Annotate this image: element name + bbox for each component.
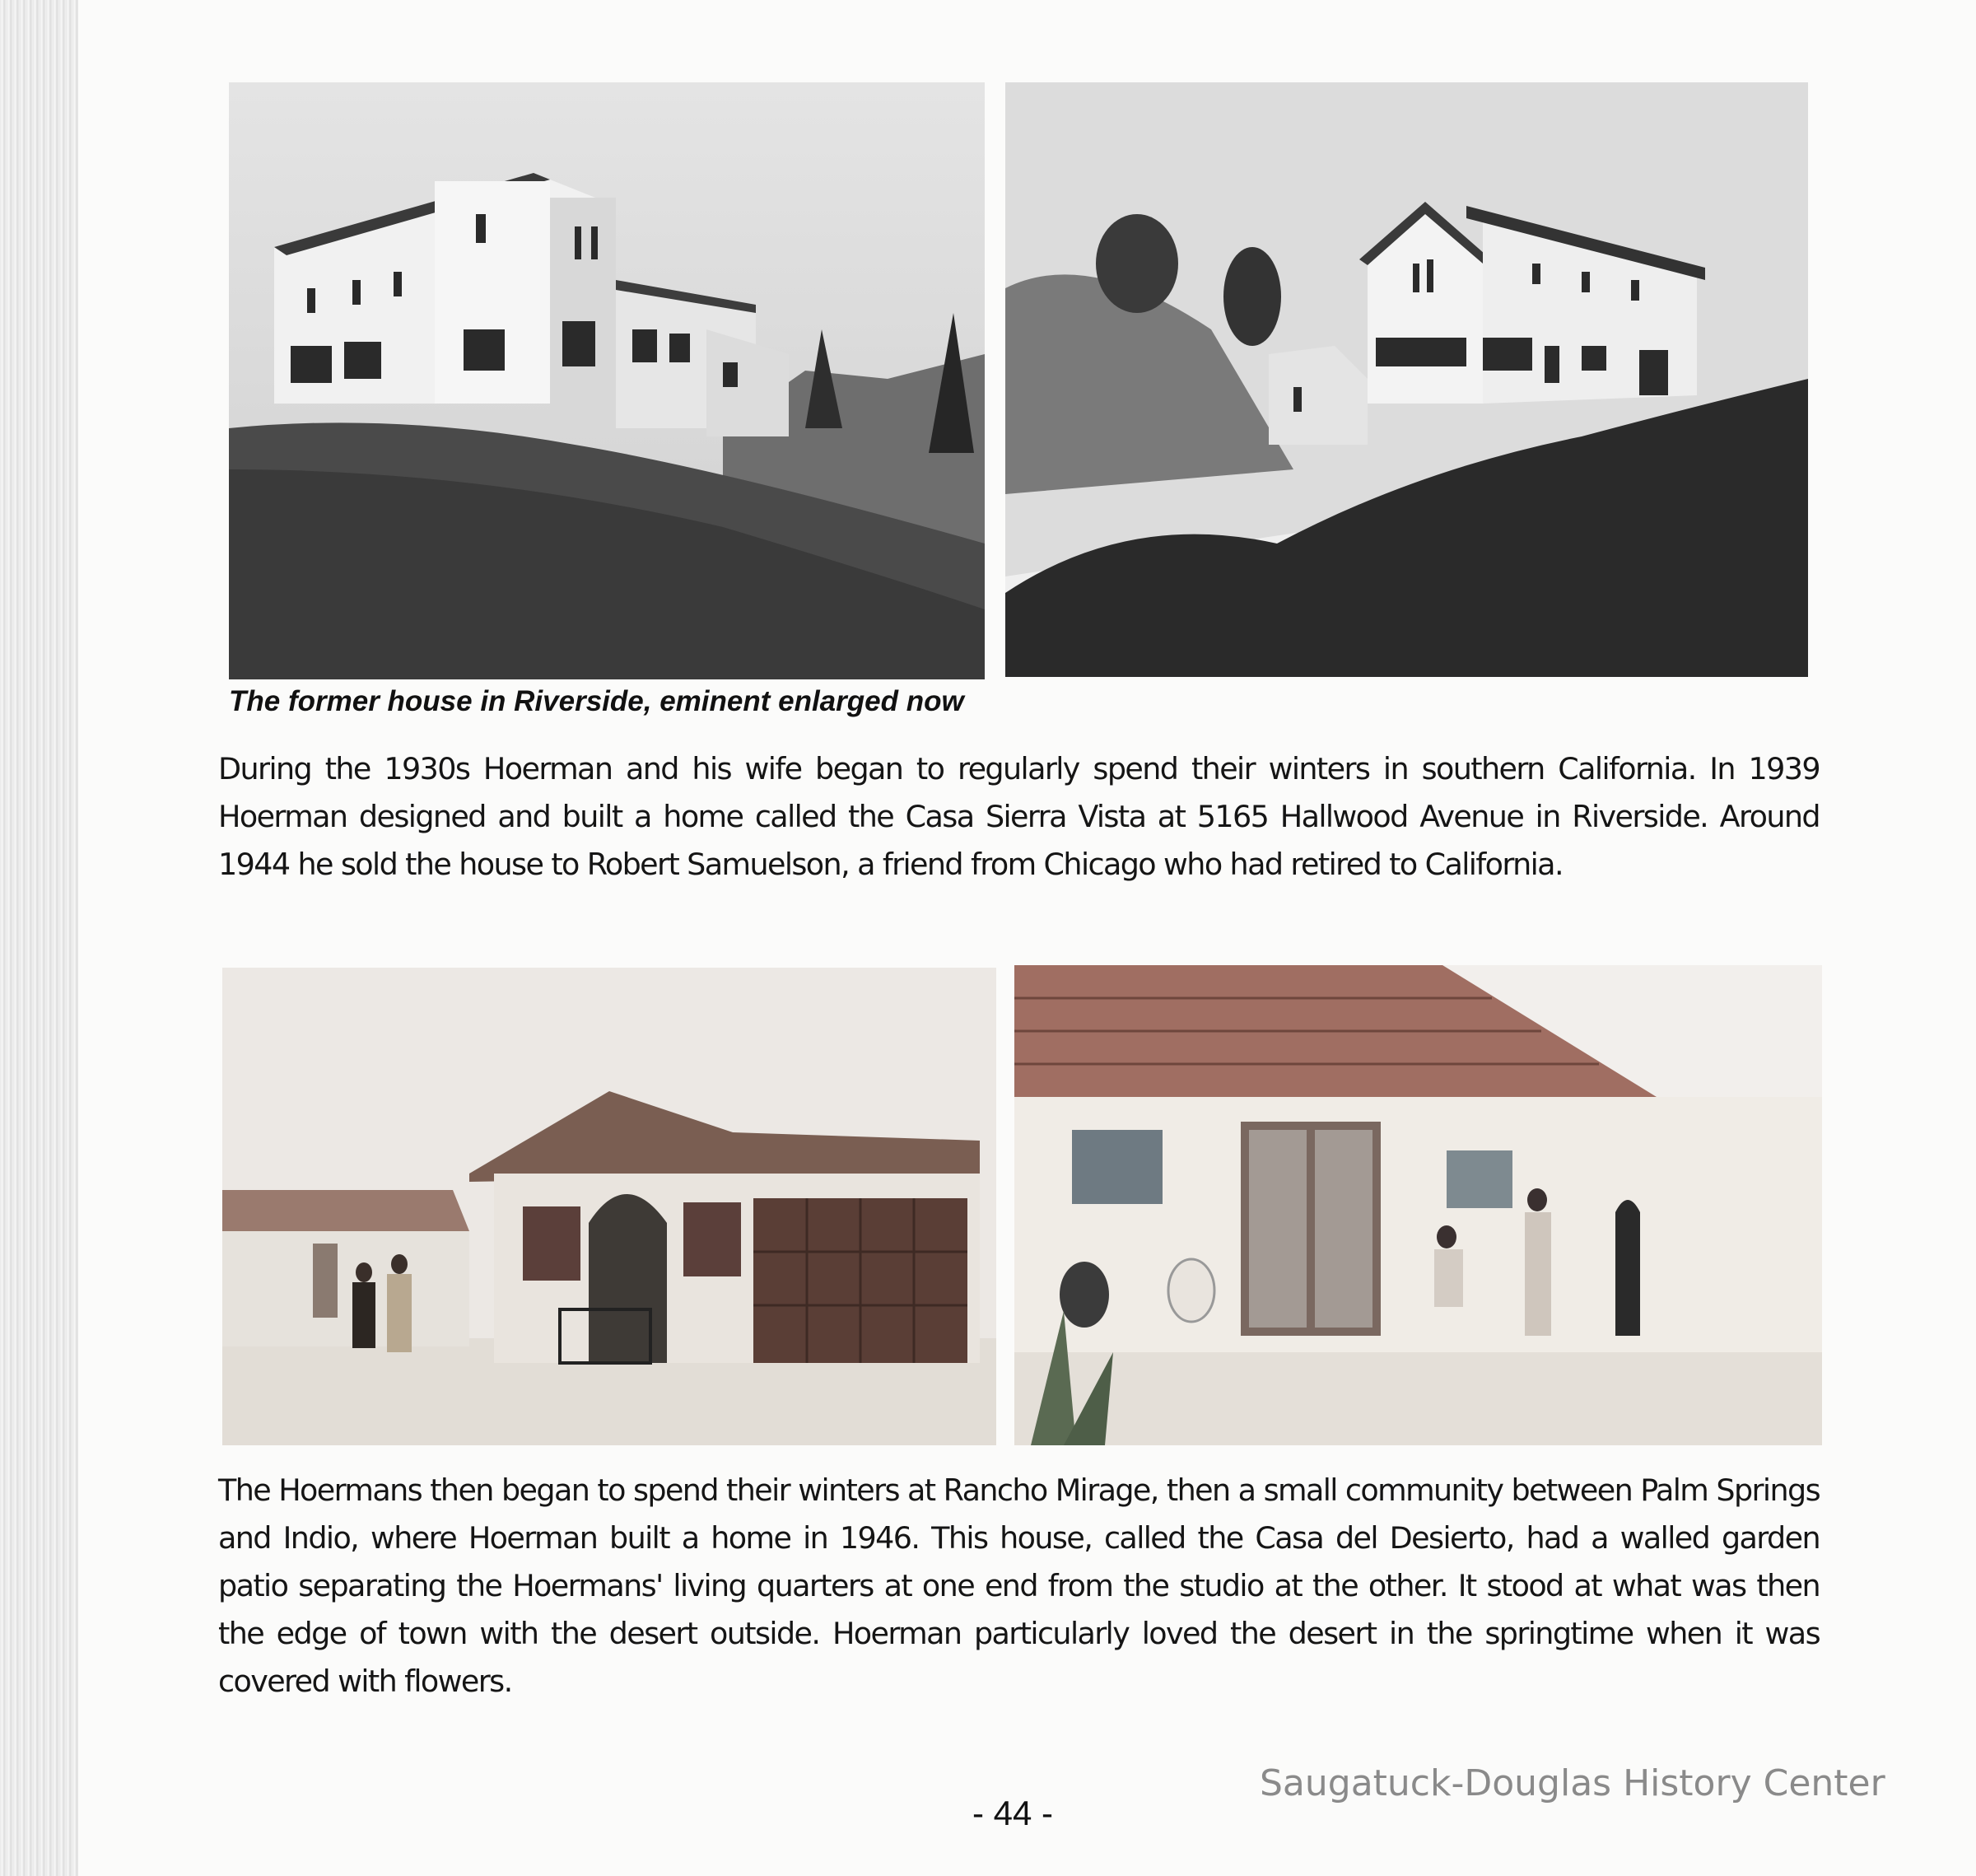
photo-riverside-house-enlarged	[1005, 82, 1808, 677]
photo-caption: The former house in Riverside, eminent enlarged now	[229, 685, 964, 717]
page-number: - 44 -	[972, 1794, 1054, 1832]
photo-casa-del-desierto-couple	[222, 968, 996, 1445]
page-edge-stack	[0, 0, 78, 1876]
watermark: Saugatuck-Douglas History Center	[1260, 1762, 1885, 1804]
paragraph-riverside: During the 1930s Hoerman and his wife began to regularly spend their winters in southern California. In 1939 Hoerman designed and built a home called the Casa Sierra Vista at 5165 Hallwood Avenue in Riverside. Around 1944 he sold the house to Robert Samuelson, a friend from Chicago who had retired to California.	[218, 751, 1820, 882]
paragraph-rancho-mirage: The Hoermans then began to spend their winters at Rancho Mirage, then a small community between Palm Springs and Indio, where Hoerman built a home in 1946. This house, called the Casa del Desierto, had a walled garden patio separating the Hoermans' living quarters at one end from the studio at the other. It stood at what was then the edge of town with the desert outside. Hoerman particularly loved the desert in the springtime when it was covered with flowers.	[218, 1472, 1820, 1699]
photo-riverside-house	[229, 82, 985, 679]
photo-casa-del-desierto-patio	[1014, 965, 1822, 1445]
